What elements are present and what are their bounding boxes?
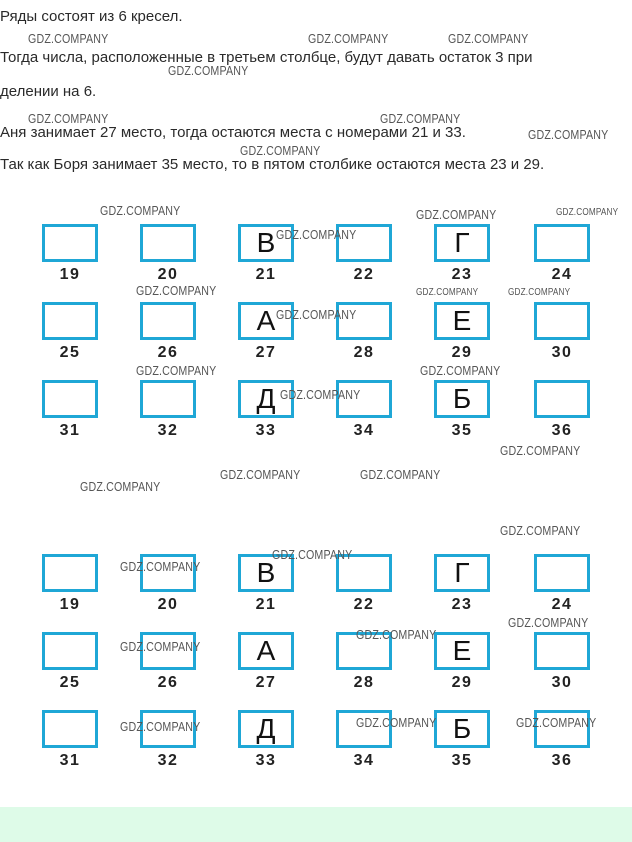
- seat-number: 35: [451, 422, 473, 439]
- watermark: GDZ.COMPANY: [380, 111, 461, 126]
- watermark: GDZ.COMPANY: [280, 387, 361, 402]
- seat-number: 24: [551, 596, 573, 613]
- watermark: GDZ.COMPANY: [308, 31, 389, 46]
- text-line-2: Тогда числа, расположенные в третьем столбце, будут давать остаток 3 при: [0, 49, 533, 66]
- seat-number: 31: [59, 422, 81, 439]
- seat-box: [140, 380, 196, 418]
- seat-number: 34: [353, 422, 375, 439]
- seat-letter: Г: [454, 227, 470, 258]
- watermark: GDZ.COMPANY: [136, 363, 217, 378]
- seat-number: 33: [255, 752, 277, 769]
- seat-number: 21: [255, 596, 277, 613]
- watermark: GDZ.COMPANY: [420, 363, 501, 378]
- seat-number: 25: [59, 344, 81, 361]
- seat-letter: В: [256, 557, 276, 588]
- seat-number: 34: [353, 752, 375, 769]
- watermark: GDZ.COMPANY: [500, 443, 581, 458]
- watermark: GDZ.COMPANY: [516, 715, 597, 730]
- watermark: GDZ.COMPANY: [556, 207, 619, 218]
- seat-number: 27: [255, 674, 277, 691]
- seat-letter: Б: [452, 383, 472, 414]
- watermark: GDZ.COMPANY: [168, 63, 249, 78]
- seat-number: 27: [255, 344, 277, 361]
- seat-letter: Д: [256, 713, 276, 744]
- seat-number: 22: [353, 266, 375, 283]
- seat-number: 29: [451, 674, 473, 691]
- watermark: GDZ.COMPANY: [448, 31, 529, 46]
- text-line-1: Ряды состоят из 6 кресел.: [0, 8, 183, 25]
- seat-box: [42, 710, 98, 748]
- watermark: GDZ.COMPANY: [356, 627, 437, 642]
- text-line-5: Так как Боря занимает 35 место, то в пятом столбике остаются места 23 и 29.: [0, 156, 545, 173]
- watermark: GDZ.COMPANY: [500, 523, 581, 538]
- seat-letter: А: [256, 635, 276, 666]
- seat-box: [140, 224, 196, 262]
- seat-box: [42, 302, 98, 340]
- seat-number: 26: [157, 674, 179, 691]
- seat-box: [42, 554, 98, 592]
- watermark: GDZ.COMPANY: [356, 715, 437, 730]
- watermark: GDZ.COMPANY: [80, 479, 161, 494]
- seat-number: 19: [59, 596, 81, 613]
- watermark: GDZ.COMPANY: [220, 467, 301, 482]
- seat-letter: В: [256, 227, 276, 258]
- seat-letter: Е: [452, 635, 472, 666]
- seat-number: 32: [157, 752, 179, 769]
- seat-number: 23: [451, 266, 473, 283]
- seat-box: [42, 632, 98, 670]
- seat-number: 21: [255, 266, 277, 283]
- watermark: GDZ.COMPANY: [416, 207, 497, 222]
- seat-number: 30: [551, 344, 573, 361]
- seat-letter: Б: [452, 713, 472, 744]
- seat-number: 31: [59, 752, 81, 769]
- seat-letter: Г: [454, 557, 470, 588]
- seat-number: 30: [551, 674, 573, 691]
- watermark: GDZ.COMPANY: [28, 31, 109, 46]
- seat-number: 22: [353, 596, 375, 613]
- seat-number: 29: [451, 344, 473, 361]
- seat-box: [534, 632, 590, 670]
- watermark: GDZ.COMPANY: [360, 467, 441, 482]
- watermark: GDZ.COMPANY: [528, 127, 609, 142]
- watermark: GDZ.COMPANY: [508, 615, 589, 630]
- watermark: GDZ.COMPANY: [240, 143, 321, 158]
- seat-number: 28: [353, 674, 375, 691]
- text-line-4: Аня занимает 27 место, тогда остаются места с номерами 21 и 33.: [0, 124, 466, 141]
- seat-number: 26: [157, 344, 179, 361]
- seat-number: 33: [255, 422, 277, 439]
- watermark: GDZ.COMPANY: [508, 287, 571, 298]
- watermark: GDZ.COMPANY: [276, 307, 357, 322]
- seat-number: 32: [157, 422, 179, 439]
- seat-number: 24: [551, 266, 573, 283]
- watermark: GDZ.COMPANY: [120, 719, 201, 734]
- seat-number: 28: [353, 344, 375, 361]
- seat-box: [534, 224, 590, 262]
- watermark: GDZ.COMPANY: [28, 111, 109, 126]
- watermark: GDZ.COMPANY: [136, 283, 217, 298]
- seat-letter: Е: [452, 305, 472, 336]
- watermark: GDZ.COMPANY: [416, 287, 479, 298]
- seat-box: [140, 302, 196, 340]
- seat-letter: Д: [256, 383, 276, 414]
- seat-box: [534, 554, 590, 592]
- seat-box: [42, 380, 98, 418]
- footer-band: [0, 807, 632, 842]
- seat-box: [534, 380, 590, 418]
- watermark: GDZ.COMPANY: [272, 547, 353, 562]
- watermark: GDZ.COMPANY: [120, 639, 201, 654]
- seat-box: [42, 224, 98, 262]
- seat-number: 36: [551, 422, 573, 439]
- seat-number: 25: [59, 674, 81, 691]
- watermark: GDZ.COMPANY: [276, 227, 357, 242]
- text-line-3: делении на 6.: [0, 83, 97, 100]
- seat-letter: А: [256, 305, 276, 336]
- seat-number: 35: [451, 752, 473, 769]
- seat-number: 36: [551, 752, 573, 769]
- seat-number: 20: [157, 266, 179, 283]
- seat-box: [534, 302, 590, 340]
- watermark: GDZ.COMPANY: [120, 559, 201, 574]
- seat-number: 19: [59, 266, 81, 283]
- seat-number: 23: [451, 596, 473, 613]
- seat-number: 20: [157, 596, 179, 613]
- watermark: GDZ.COMPANY: [100, 203, 181, 218]
